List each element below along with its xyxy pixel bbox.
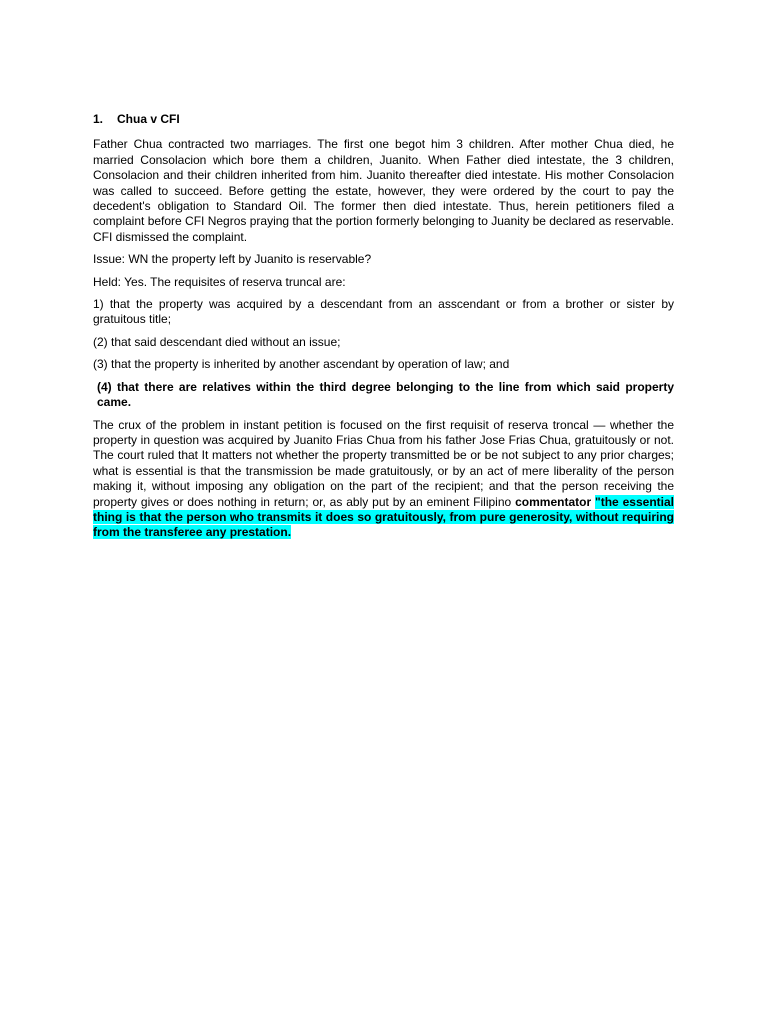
requisite-4: (4) that there are relatives within the third degree belonging to the line from which said property came. xyxy=(97,379,674,410)
crux-text: The crux of the problem in instant petition is focused on the first requisit of reserva troncal — whether the property in question was acquired by Juanito Frias Chua from his father Jose Frias Chua, gratuitously or not. The court ruled that It matters not whether the property transmitted be or be not subject to any prior charges; what is essential is that the transmission be made gratuitously, or by an act of mere liberality of the person making it, without imposing any obligation on the part of the recipient; and that the person receiving the property gives or does nothing in return; or, as ably put by an eminent Filipino xyxy=(93,417,674,509)
crux-bold-word: commentator xyxy=(515,494,592,509)
held-paragraph: Held: Yes. The requisites of reserva truncal are: xyxy=(93,274,346,289)
requisite-3: (3) that the property is inherited by another ascendant by operation of law; and xyxy=(93,357,510,372)
heading-number: 1. xyxy=(93,112,104,126)
issue-paragraph: Issue: WN the property left by Juanito is reservable? xyxy=(93,252,372,267)
case-heading xyxy=(93,112,674,127)
requisite-1: 1) that the property was acquired by a descendant from an asscendant or from a brother or sister by gratuitous title; xyxy=(93,297,674,327)
requisite-2: (2) that said descendant died without an issue; xyxy=(93,334,341,349)
highlighted-quote: "the essential thing is that the person who transmits it does so gratuitously, from pure generosity, without requiring from the transferee any prestation. xyxy=(93,494,674,540)
heading-title: Chua v CFI xyxy=(117,112,180,126)
facts-paragraph: Father Chua contracted two marriages. The first one begot him 3 children. After mother Chua died, he married Consolacion which bore them a children, Juanito. When Father died intestate, the 3 children, Consolacion and their children inherited from him. Juanito thereafter died intestate. His mother Consolacion was called to succeed. Before getting the estate, however, they were ordered by the court to pay the decedent's obligation to Standard Oil. The former then died intestate. Thus, herein petitioners filed a complaint before CFI Negros praying that the portion formerly belonging to Juanity be declared as reservable. CFI dismissed the complaint. xyxy=(93,137,674,244)
document-content xyxy=(93,112,674,548)
crux-paragraph xyxy=(93,418,674,541)
